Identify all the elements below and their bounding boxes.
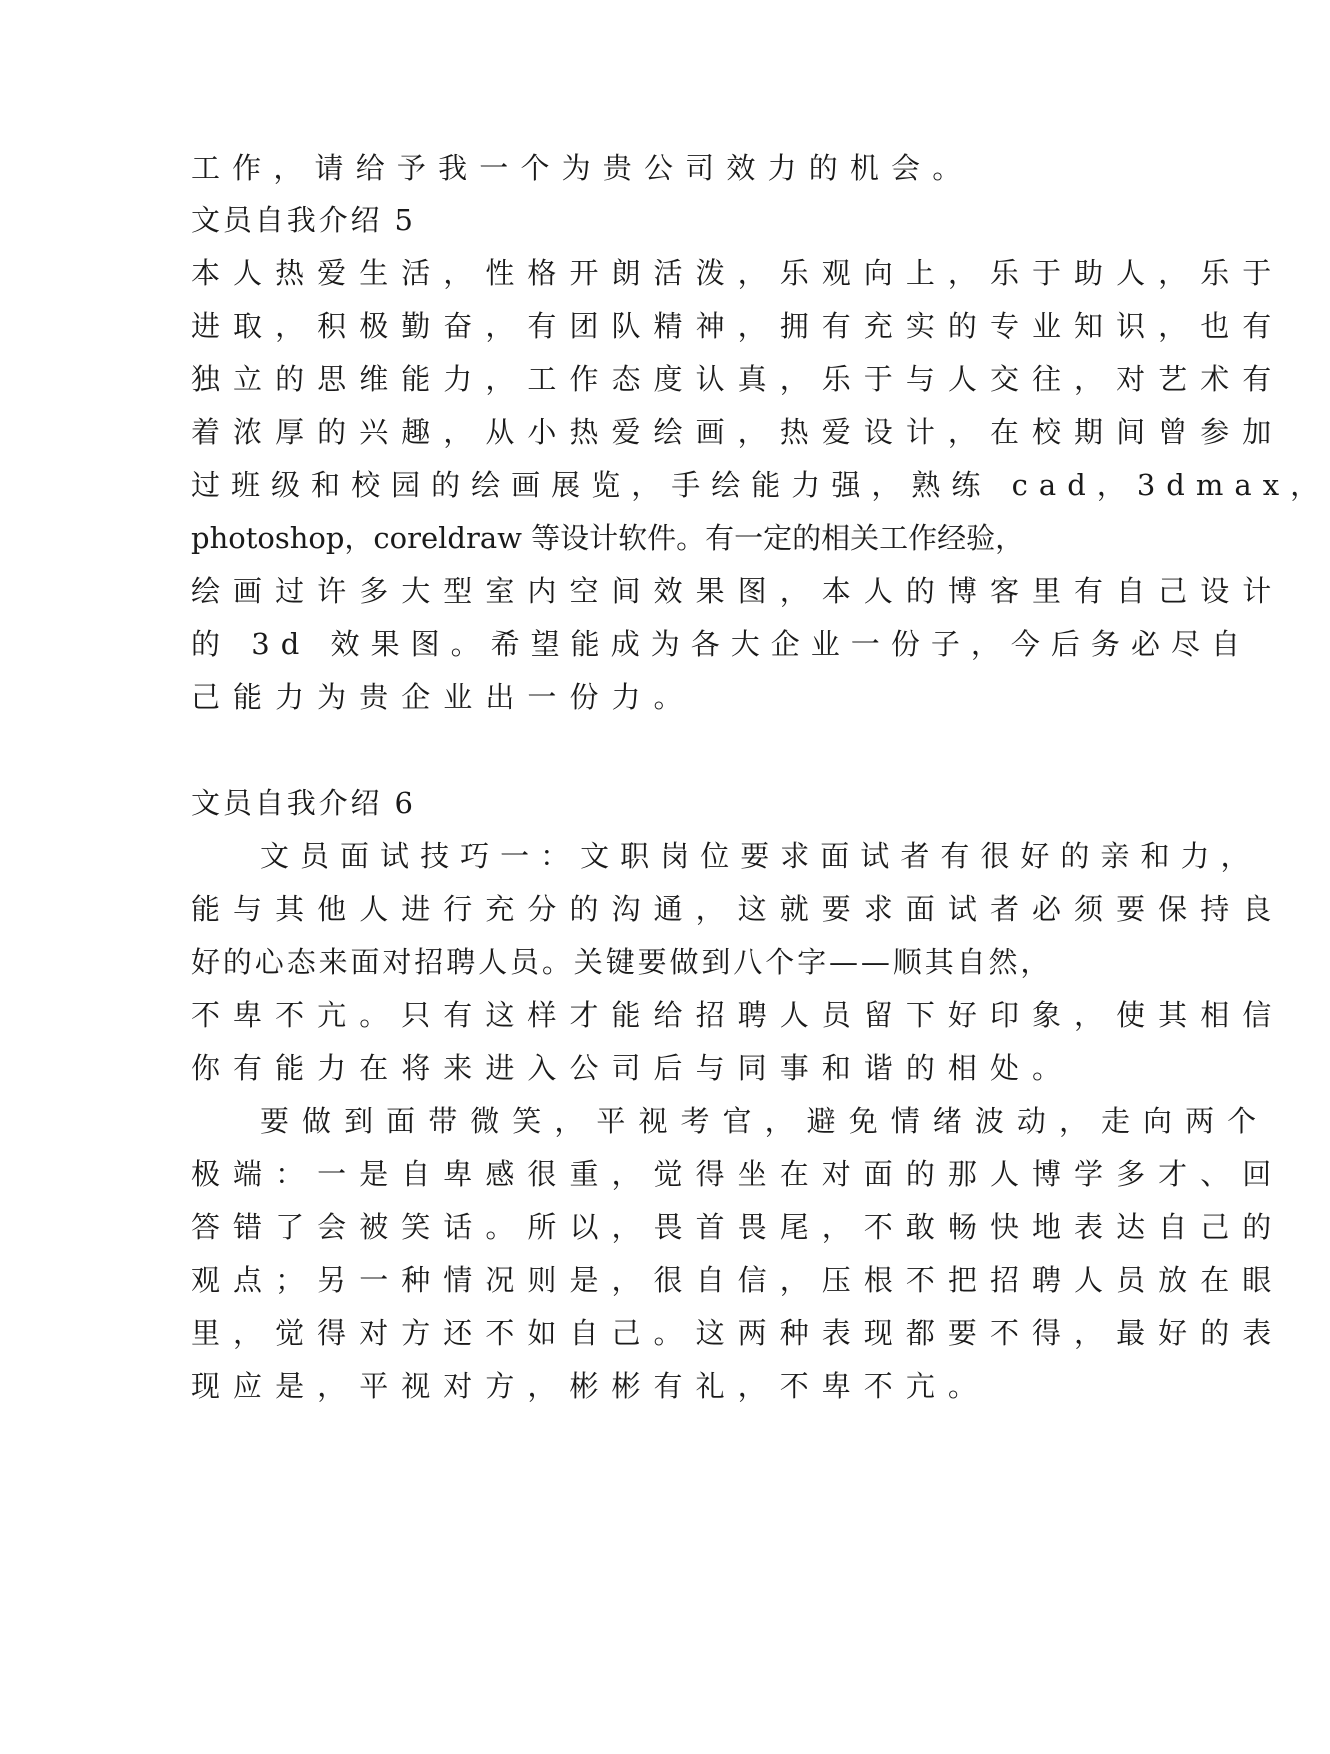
text-line: 能与其他人进行充分的沟通，这就要求面试者必须要保持良 (191, 892, 1285, 926)
text-line: 现应是，平视对方，彬彬有礼，不卑不亢。 (191, 1369, 990, 1403)
text-line: 极端：一是自卑感很重，觉得坐在对面的那人博学多才、回 (191, 1157, 1285, 1191)
text-line: 独立的思维能力，工作态度认真，乐于与人交往，对艺术有 (191, 362, 1285, 396)
text-line: 己能力为贵企业出一份力。 (191, 680, 696, 714)
text-line: 你有能力在将来进入公司后与同事和谐的相处。 (191, 1051, 1075, 1085)
paragraph-first-line: 文员面试技巧一：文职岗位要求面试者有很好的亲和力， (260, 839, 1261, 873)
text-line: 着浓厚的兴趣，从小热爱绘画，热爱设计，在校期间曾参加 (191, 415, 1285, 449)
text-line: 工作，请给予我一个为贵公司效力的机会。 (191, 151, 974, 185)
text-line: 观点；另一种情况则是，很自信，压根不把招聘人员放在眼 (191, 1263, 1285, 1297)
text-line: 过班级和校园的绘画展览，手绘能力强，熟练 cad，3dmax， (191, 468, 1330, 502)
section-heading: 文员自我介绍 5 (191, 203, 416, 237)
text-line: 答错了会被笑话。所以，畏首畏尾，不敢畅快地表达自己的 (191, 1210, 1285, 1244)
text-line: 好的心态来面对招聘人员。关键要做到八个字——顺其自然， (191, 945, 1053, 979)
text-line: 本人热爱生活，性格开朗活泼，乐观向上，乐于助人，乐于 (191, 256, 1285, 290)
text-line: 不卑不亢。只有这样才能给招聘人员留下好印象，使其相信 (191, 998, 1285, 1032)
text-line: 里，觉得对方还不如自己。这两种表现都要不得，最好的表 (191, 1316, 1285, 1350)
text-line: 绘画过许多大型室内空间效果图，本人的博客里有自己设计 (191, 574, 1285, 608)
text-line: 的 3d 效果图。希望能成为各大企业一份子，今后务必尽自 (191, 627, 1252, 661)
text-line: 进取，积极勤奋，有团队精神，拥有充实的专业知识，也有 (191, 309, 1285, 343)
paragraph-first-line: 要做到面带微笑，平视考官，避免情绪波动，走向两个 (260, 1104, 1270, 1138)
section-heading: 文员自我介绍 6 (191, 786, 416, 820)
text-line: photoshop，coreldraw 等设计软件。有一定的相关工作经验， (191, 521, 1025, 555)
